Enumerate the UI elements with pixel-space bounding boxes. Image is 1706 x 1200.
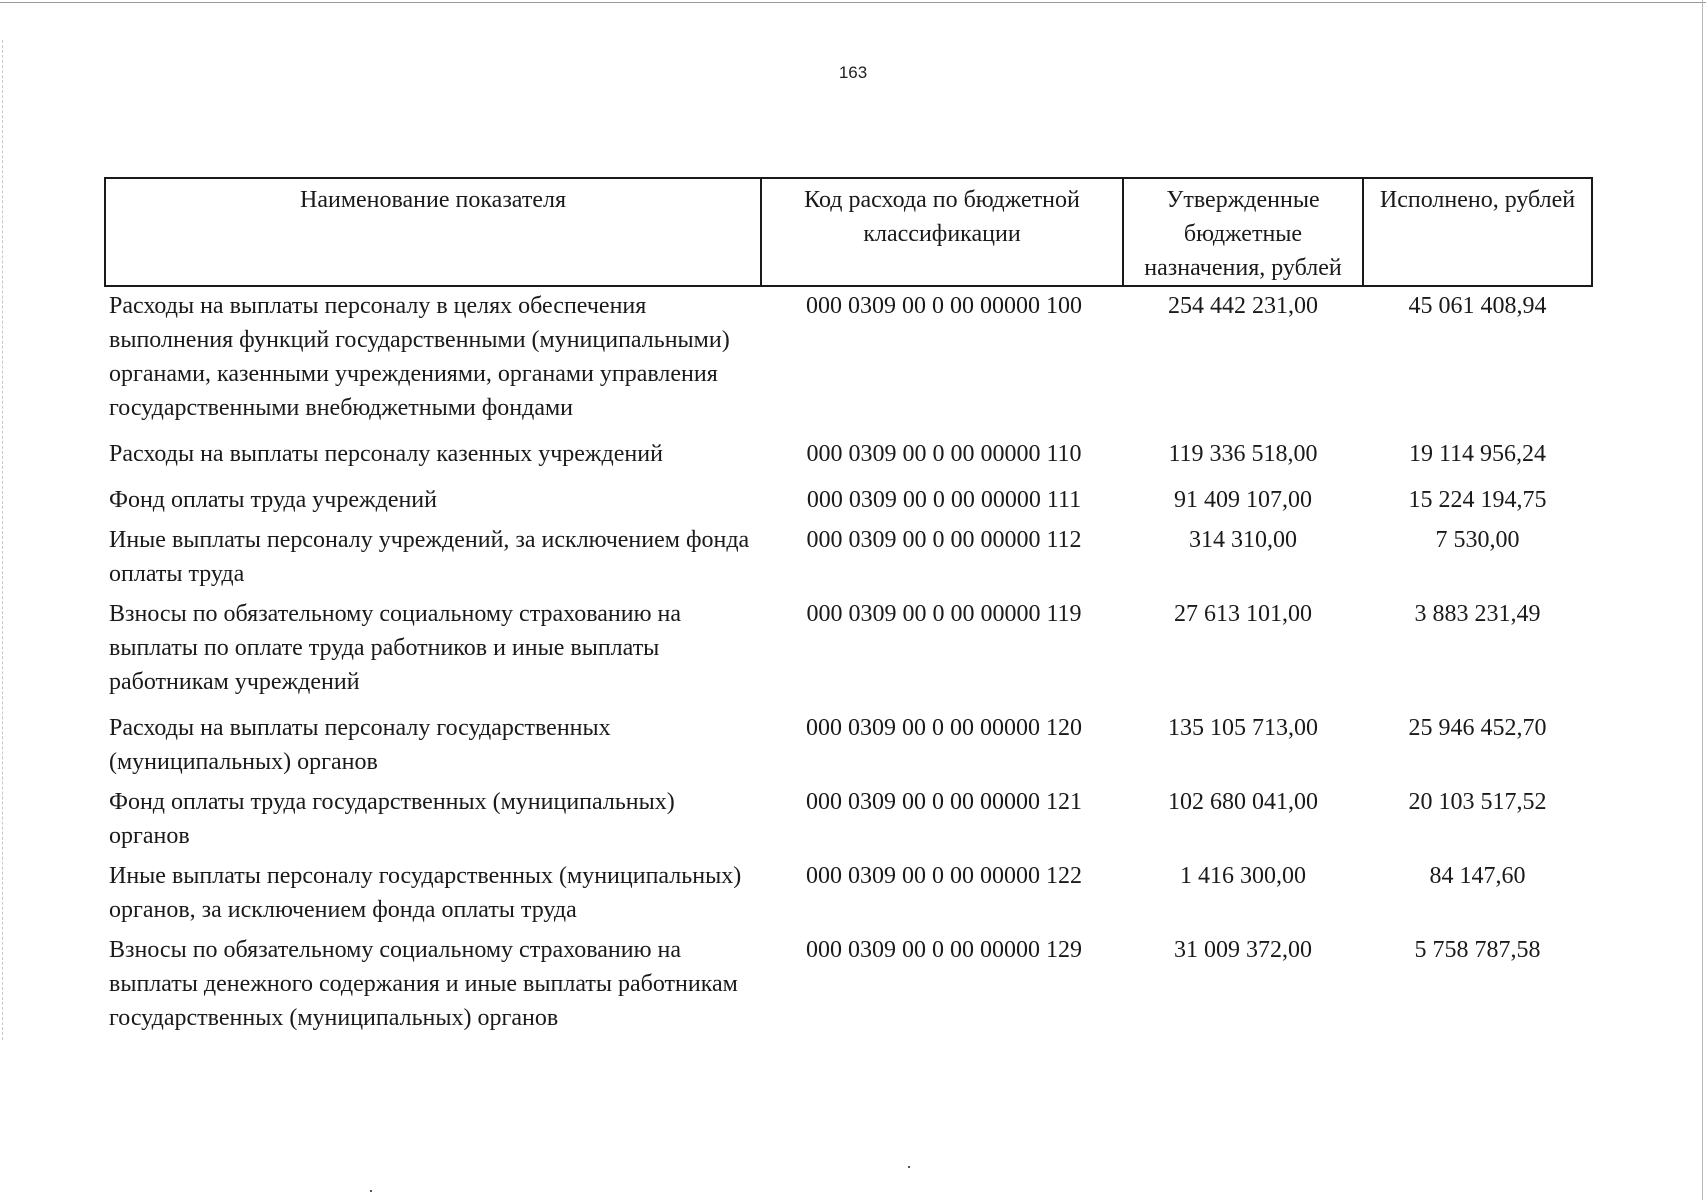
scan-edge-right: [1702, 0, 1703, 1200]
row-code: 000 0309 00 0 00 00000 129: [806, 937, 1082, 963]
scan-speck: [370, 1190, 372, 1192]
row-plan: 119 336 518,00: [1168, 441, 1318, 467]
row-plan: 27 613 101,00: [1174, 601, 1312, 627]
row-done: 3 883 231,49: [1414, 601, 1541, 627]
scan-speck: [908, 1166, 910, 1168]
row-name: Взносы по обязательному социальному страхованию на выплаты по оплате труда работников и иные выплаты работникам учреждений: [109, 601, 682, 695]
row-done: 84 147,60: [1429, 863, 1526, 889]
row-plan: 102 680 041,00: [1168, 789, 1318, 815]
row-name: Фонд оплаты труда учреждений: [109, 487, 437, 513]
row-done: 45 061 408,94: [1408, 293, 1547, 319]
row-done: 7 530,00: [1435, 527, 1520, 553]
header-code: Код расхода по бюджетной классификации: [761, 178, 1123, 286]
table-row: [105, 857, 1592, 931]
row-name: Взносы по обязательному социальному страхованию на выплаты денежного содержания и иные выплаты работникам государственных (муниципальных) органов: [109, 937, 738, 1031]
row-name: Фонд оплаты труда государственных (муниципальных) органов: [109, 789, 675, 849]
row-name: Расходы на выплаты персоналу в целях обеспечения выполнения функций государственными (муниципальными) органами, казенными учреждениями, органами управления государственными внебюджетными фондами: [109, 293, 730, 421]
table-row: [105, 703, 1592, 783]
row-plan: 91 409 107,00: [1174, 487, 1312, 513]
row-code: 000 0309 00 0 00 00000 110: [806, 441, 1082, 467]
row-done: 20 103 517,52: [1408, 789, 1547, 815]
page-number: 163: [838, 63, 868, 82]
row-name: Расходы на выплаты персоналу казенных учреждений: [109, 441, 663, 467]
table-row: [105, 931, 1592, 1039]
row-code: 000 0309 00 0 00 00000 120: [806, 715, 1082, 741]
budget-table: [104, 177, 1593, 1039]
table-header: [105, 178, 1592, 286]
row-plan: 1 416 300,00: [1180, 863, 1306, 889]
row-plan: 314 310,00: [1189, 527, 1297, 553]
row-code: 000 0309 00 0 00 00000 100: [806, 293, 1082, 319]
table-row: [105, 475, 1592, 521]
row-code: 000 0309 00 0 00 00000 111: [806, 487, 1082, 513]
table-row: [105, 429, 1592, 475]
row-code: 000 0309 00 0 00 00000 119: [806, 601, 1082, 627]
row-code: 000 0309 00 0 00 00000 121: [806, 789, 1082, 815]
header-name: Наименование показателя: [105, 178, 761, 286]
header-row: [105, 178, 1592, 286]
row-code: 000 0309 00 0 00 00000 112: [806, 527, 1082, 553]
row-plan: 254 442 231,00: [1168, 293, 1318, 319]
table-body: [105, 286, 1592, 1039]
row-plan: 135 105 713,00: [1168, 715, 1318, 741]
scan-edge-top: [0, 2, 1706, 3]
row-code: 000 0309 00 0 00 00000 122: [806, 863, 1082, 889]
table-row: [105, 783, 1592, 857]
row-plan: 31 009 372,00: [1174, 937, 1312, 963]
scan-edge-left: [2, 40, 3, 1040]
header-plan: Утвержденные бюджетные назначения, рублей: [1123, 178, 1363, 286]
row-done: 5 758 787,58: [1414, 937, 1541, 963]
row-done: 25 946 452,70: [1408, 715, 1547, 741]
table-row: [105, 286, 1592, 429]
row-done: 15 224 194,75: [1408, 487, 1547, 513]
table-row: [105, 521, 1592, 595]
row-name: Расходы на выплаты персоналу государственных (муниципальных) органов: [109, 715, 611, 775]
header-done: Исполнено, рублей: [1363, 178, 1592, 286]
table-row: [105, 595, 1592, 703]
row-name: Иные выплаты персоналу учреждений, за исключением фонда оплаты труда: [109, 527, 750, 587]
row-done: 19 114 956,24: [1408, 441, 1547, 467]
row-name: Иные выплаты персоналу государственных (муниципальных) органов, за исключением фонда оплаты труда: [109, 863, 742, 923]
